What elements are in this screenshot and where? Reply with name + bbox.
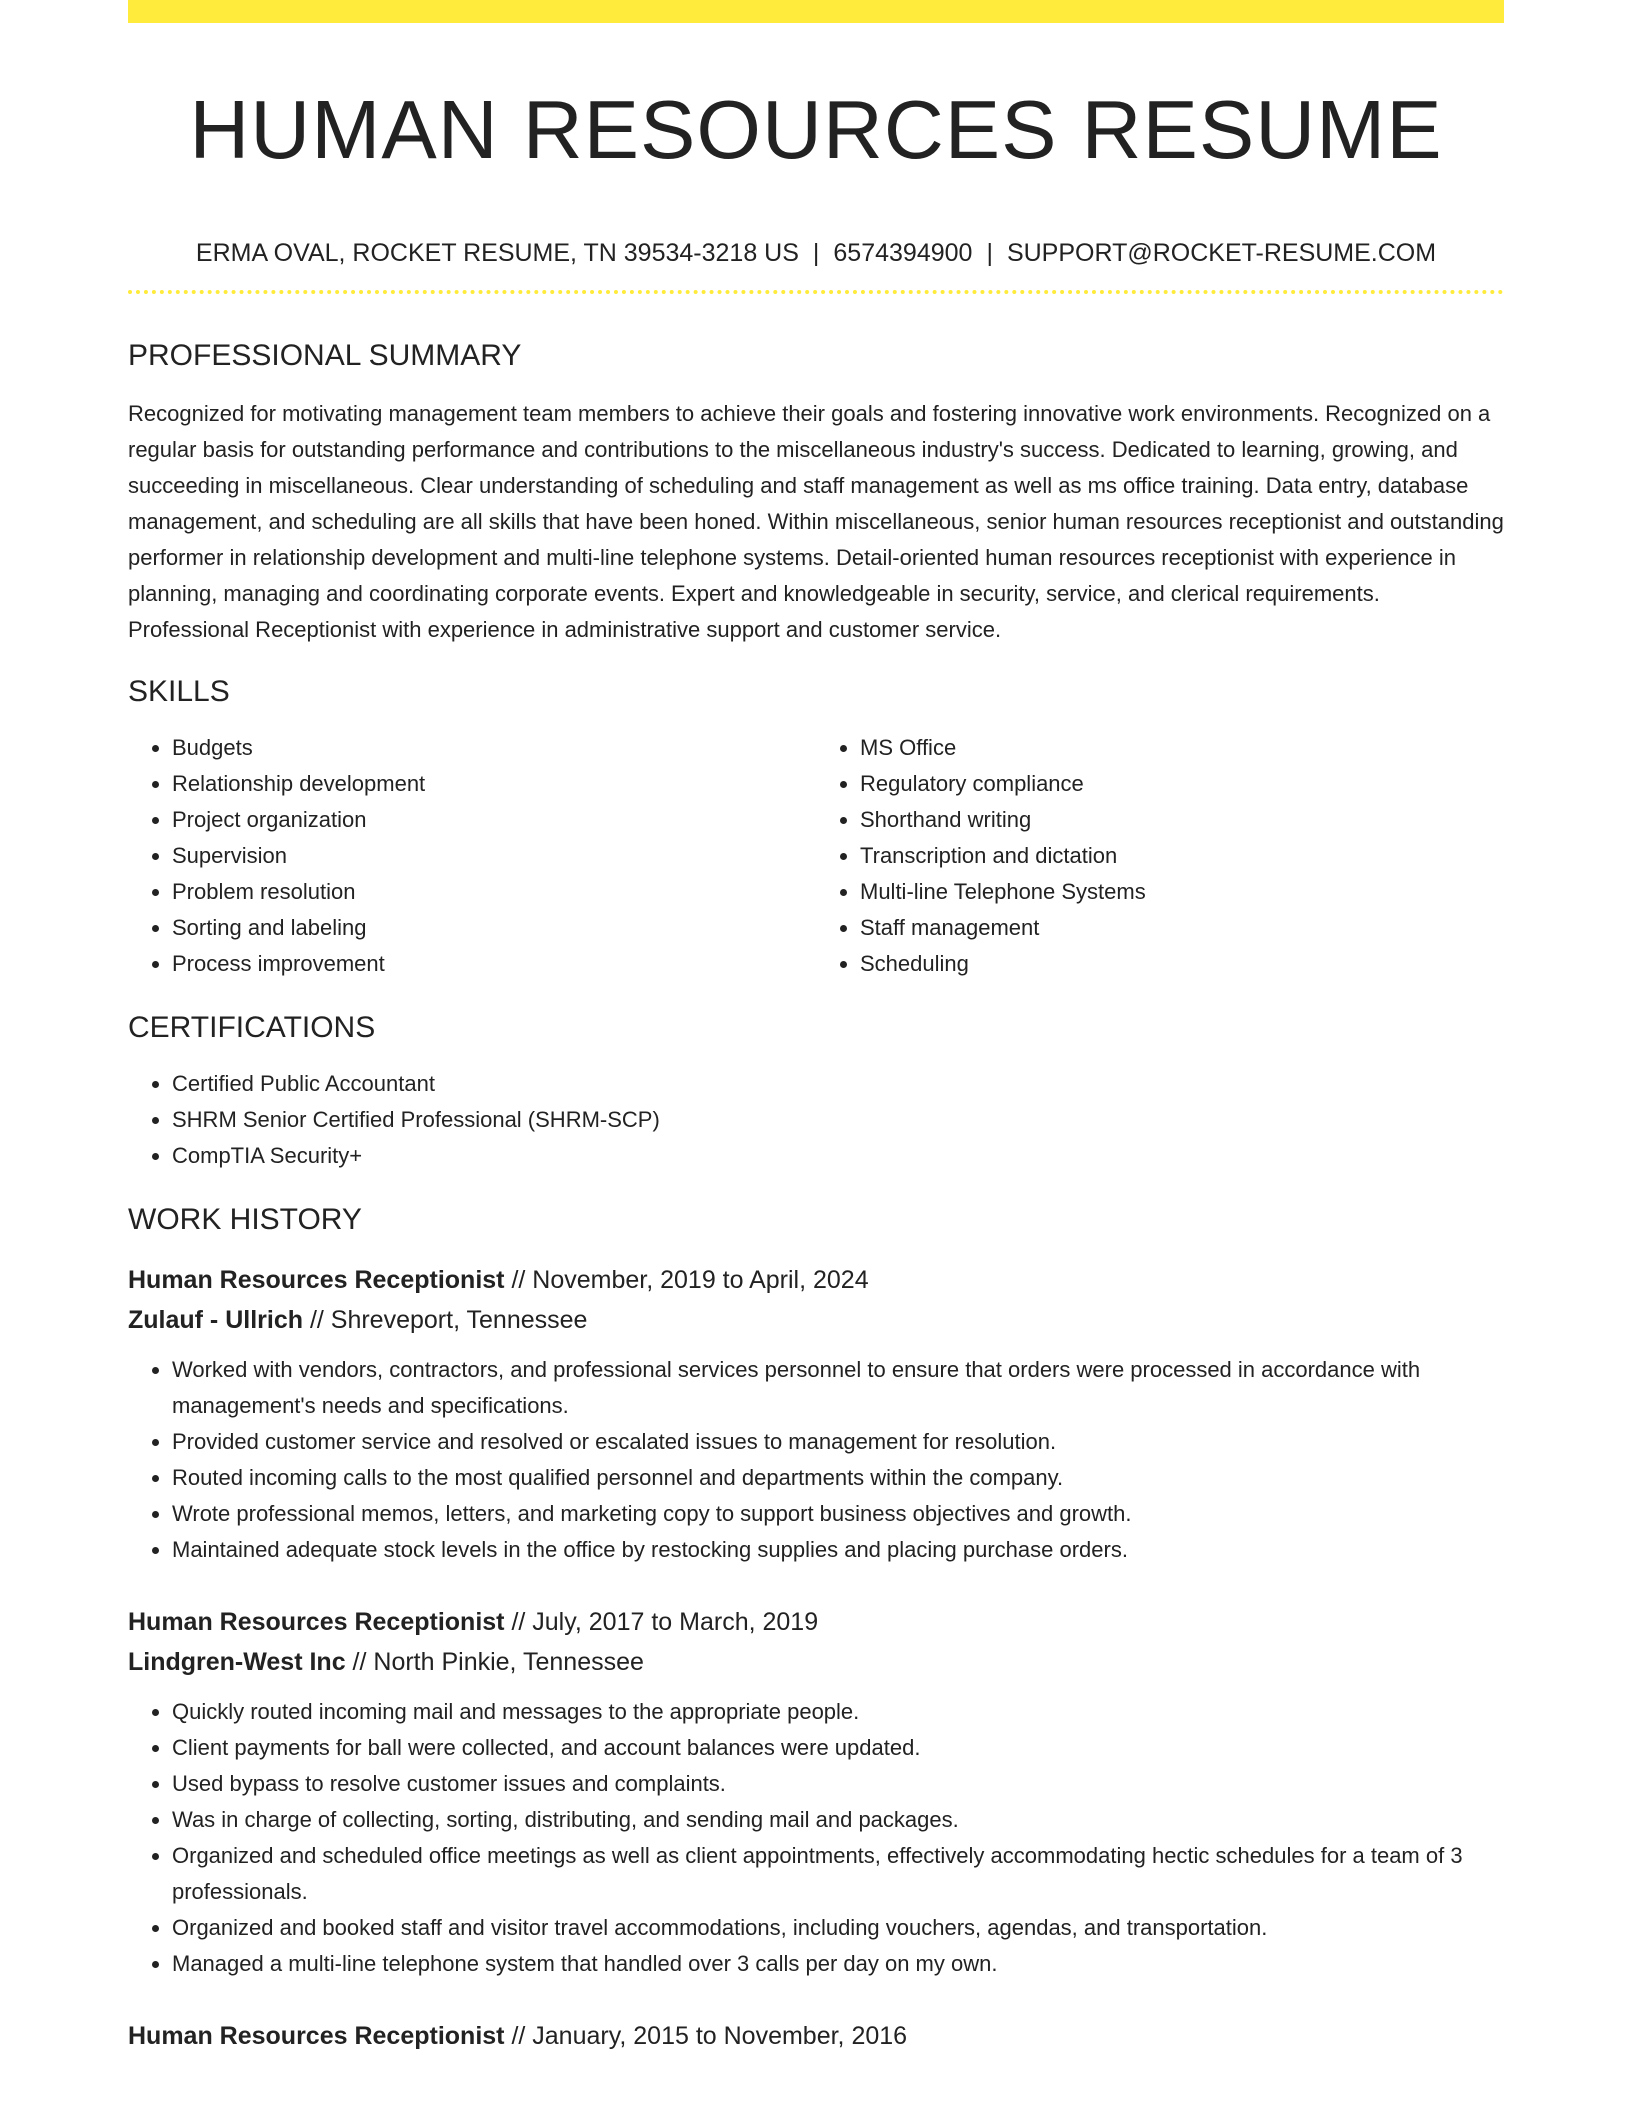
- certification-item: • CompTIA Security+: [172, 1138, 1504, 1174]
- contact-email: SUPPORT@ROCKET-RESUME.COM: [1006, 239, 1437, 267]
- contact-line: [128, 238, 1504, 268]
- skill-item: • Budgets: [172, 730, 816, 766]
- summary-text: Recognized for motivating management team members to achieve their goals and fostering innovative work environments. Recognized on a regular basis for outstanding performance and contributions to the miscellaneous industry's success. Dedicated to learning, growing, and succeeding in miscellaneous. Clear understanding of scheduling and staff management as well as ms office training. Data entry, database management, and scheduling are all skills that have been honed. Within miscellaneous, senior human resources receptionist and outstanding performer in relationship development and multi-line telephone systems. Detail-oriented human resources receptionist with experience in planning, managing and coordinating corporate events. Expert and knowledgeable in security, service, and clerical requirements. Professional Receptionist with experience in administrative support and customer service.: [128, 401, 1504, 642]
- skills-left-list: [128, 730, 816, 982]
- job-bullet: • Managed a multi-line telephone system that handled over 3 calls per day on my own.: [172, 1946, 1504, 1982]
- skill-item: • Supervision: [172, 838, 816, 874]
- job-bullets: [128, 1352, 1504, 1568]
- contact-separator: |: [812, 239, 820, 267]
- job-title-line: [128, 2016, 1504, 2056]
- job-title-line: [128, 1602, 1504, 1642]
- skill-item: • Transcription and dictation: [860, 838, 1504, 874]
- job-bullet: • Was in charge of collecting, sorting, distributing, and sending mail and packages.: [172, 1802, 1504, 1838]
- contact-separator: |: [986, 239, 993, 267]
- skill-item: • Relationship development: [172, 766, 816, 802]
- job-title-line: [128, 1260, 1504, 1300]
- work-history-heading: WORK HISTORY: [128, 1203, 362, 1236]
- contact-phone: 6574394900: [833, 239, 973, 267]
- certifications-heading: CERTIFICATIONS: [128, 1011, 376, 1044]
- job-entry: [128, 1602, 1504, 1982]
- certification-item: • Certified Public Accountant: [172, 1066, 1504, 1102]
- skill-item: • Staff management: [860, 910, 1504, 946]
- job-bullet: • Used bypass to resolve customer issues and complaints.: [172, 1766, 1504, 1802]
- job-bullet: • Worked with vendors, contractors, and professional services personnel to ensure that orders were processed in accordance with management's needs and specifications.: [172, 1352, 1504, 1424]
- job-dates: // July, 2017 to March, 2019: [504, 1608, 819, 1636]
- job-dates: // January, 2015 to November, 2016: [504, 2022, 908, 2050]
- dotted-divider: [128, 290, 1504, 294]
- skills-columns: [128, 730, 1504, 982]
- job-title: Human Resources Receptionist: [128, 1266, 505, 1294]
- job-entry: [128, 1260, 1504, 1568]
- skill-item: • Shorthand writing: [860, 802, 1504, 838]
- resume-title: HUMAN RESOURCES RESUME: [189, 83, 1443, 176]
- skill-item: • Scheduling: [860, 946, 1504, 982]
- job-company: Lindgren-West Inc: [128, 1648, 346, 1676]
- job-bullet: • Quickly routed incoming mail and messages to the appropriate people.: [172, 1694, 1504, 1730]
- job-bullet: • Provided customer service and resolved or escalated issues to management for resolution.: [172, 1424, 1504, 1460]
- skill-item: • Regulatory compliance: [860, 766, 1504, 802]
- job-bullet: • Routed incoming calls to the most qualified personnel and departments within the company.: [172, 1460, 1504, 1496]
- job-bullet: • Wrote professional memos, letters, and marketing copy to support business objectives and growth.: [172, 1496, 1504, 1532]
- job-bullet: • Organized and scheduled office meetings as well as client appointments, effectively accommodating hectic schedules for a team of 3 professionals.: [172, 1838, 1504, 1910]
- skill-item: • Project organization: [172, 802, 816, 838]
- job-title: Human Resources Receptionist: [128, 1608, 505, 1636]
- skill-item: • Multi-line Telephone Systems: [860, 874, 1504, 910]
- skills-heading: SKILLS: [128, 675, 230, 708]
- job-bullet: • Client payments for ball were collected, and account balances were updated.: [172, 1730, 1504, 1766]
- job-location: // Shreveport, Tennessee: [303, 1306, 588, 1334]
- job-company-line: [128, 1300, 1504, 1340]
- job-entry: [128, 2016, 1504, 2056]
- skill-item: • Process improvement: [172, 946, 816, 982]
- skill-item: • Problem resolution: [172, 874, 816, 910]
- job-bullets: [128, 1694, 1504, 1982]
- skills-right-list: [816, 730, 1504, 982]
- job-bullet: • Maintained adequate stock levels in the office by restocking supplies and placing purchase orders.: [172, 1532, 1504, 1568]
- job-dates: // November, 2019 to April, 2024: [504, 1266, 869, 1294]
- contact-address: ERMA OVAL, ROCKET RESUME, TN 39534-3218 US: [195, 239, 799, 267]
- resume-content: [128, 0, 1504, 2056]
- job-location: // North Pinkie, Tennessee: [345, 1648, 644, 1676]
- job-title: Human Resources Receptionist: [128, 2022, 505, 2050]
- job-company: Zulauf - Ullrich: [128, 1306, 303, 1334]
- summary-heading: PROFESSIONAL SUMMARY: [128, 339, 522, 372]
- skill-item: • Sorting and labeling: [172, 910, 816, 946]
- skill-item: • MS Office: [860, 730, 1504, 766]
- job-company-line: [128, 1642, 1504, 1682]
- job-bullet: • Organized and booked staff and visitor travel accommodations, including vouchers, agendas, and transportation.: [172, 1910, 1504, 1946]
- certifications-list: [128, 1066, 1504, 1174]
- certification-item: • SHRM Senior Certified Professional (SHRM-SCP): [172, 1102, 1504, 1138]
